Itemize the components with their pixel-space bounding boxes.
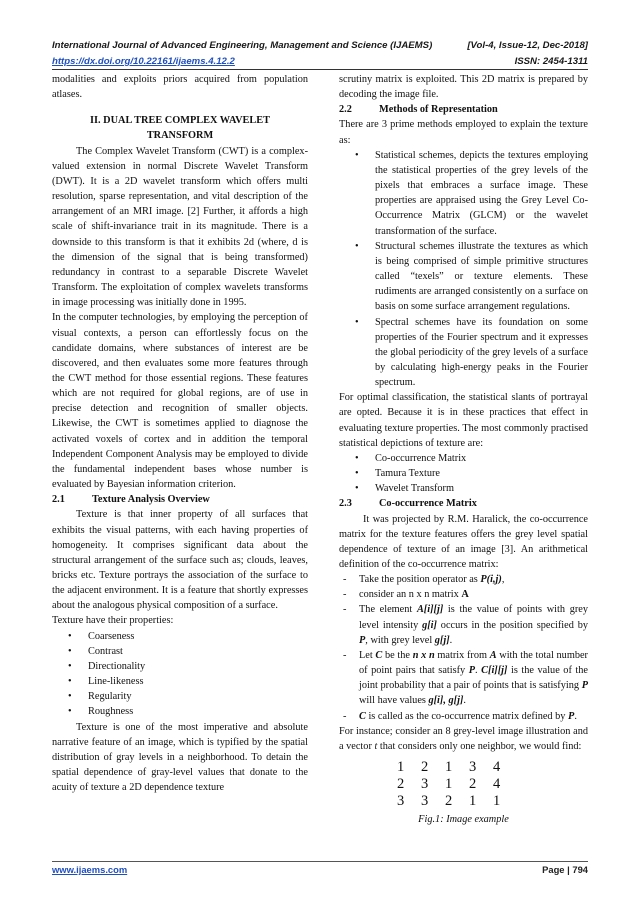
list-item: • Spectral schemes have its foundation on some properties of the Fourier spectrum and it expresses the global periodicity of the grey levels of a surface by calculating high-energy peaks in the Fourier spectrum. <box>339 315 588 391</box>
list-item: • Structural schemes illustrate the textures as which is being comprised of simple primitive structures called “texels” or texture elements. These rudiments are arranged consistently on a surface on basis on some surface arrangement regulations. <box>339 239 588 315</box>
properties-list <box>52 629 308 720</box>
section-2-2-heading: 2.2 Methods of Representation <box>339 104 498 116</box>
list-item: • Directionality <box>52 659 308 674</box>
right-column <box>339 72 588 827</box>
left-column <box>52 72 308 795</box>
journal-title: International Journal of Advanced Engineering, Management and Science (IJAEMS) <box>52 40 433 51</box>
list-item: - C is called as the co-occurrence matrix defined by P. <box>339 709 588 724</box>
list-item: - Take the position operator as P(i,j), <box>339 572 588 587</box>
section-2-3-heading: 2.3 Co-occurrence Matrix <box>339 498 477 510</box>
page-footer <box>52 864 588 875</box>
section-2-title: II. DUAL TREE COMPLEX WAVELET TRANSFORM <box>90 115 270 142</box>
list-item: - The element A[i][j] is the value of points with grey level intensity g[i] occurs in the position specified by P, with grey level g[j]. <box>339 602 588 647</box>
methods-list <box>339 148 588 391</box>
list-item: • Roughness <box>52 704 308 719</box>
definition-steps <box>339 572 588 724</box>
texture-paragraph-2: Texture is one of the most imperative and absolute narrative feature of an image, which is typified by the spatial distribution of gray levels in a neighborhood. To detain the spatial dependence of gray-level values that donate to the acuity of texture a 2D dependence texture <box>52 721 308 794</box>
list-item: • Wavelet Transform <box>339 481 588 496</box>
cwt-paragraph-2: In the computer technologies, by employing the perception of visual contexts, a person can effortlessly focus on the candidate domains, where substances of interest are be discovered, and then evaluates some more features through the CWT method for those essential regions. These features which are not required for global regions, are of use in precise detection and recognition of smaller objects. Likewise, the CWT is sometimes applied to diagnose the activated voxels of cortex and in addition the temporal Independent Component Analysis may be employed to divide the fundamental independent bases whose number is evaluated by Bayesian information criterion. <box>52 312 308 491</box>
journal-header <box>52 40 588 51</box>
cooccurrence-paragraph: It was projected by R.M. Haralick, the co-occurrence matrix for the texture features offers the grey level spatial dependence of texture of an image [3]. An arithmetical definition of the co-occurrence matrix: <box>339 513 588 570</box>
list-item: • Tamura Texture <box>339 466 588 481</box>
footer-rule <box>52 861 588 862</box>
depictions-list <box>339 451 588 496</box>
texture-paragraph: Texture is that inner property of all surfaces that exhibits the visual patterns, with each having properties of homogeneity. It comprises significant data about the structural arrangement of the surface such as; clouds, leaves, bricks etc. Texture portrays the association of the surface to the adjacent environment. It is a feature that shortly expresses about the analogous physical composition of a surface. <box>52 509 308 612</box>
journal-website-link[interactable]: www.ijaems.com <box>52 864 128 875</box>
list-item: • Line-likeness <box>52 674 308 689</box>
matrix-row: 1 2 1 3 4 <box>397 759 501 776</box>
methods-intro: There are 3 prime methods employed to explain the texture as: <box>339 119 588 146</box>
figure-caption: Fig.1: Image example <box>418 814 509 826</box>
doi-link[interactable]: https://dx.doi.org/10.22161/ijaems.4.12.2 <box>52 56 235 67</box>
doi-header <box>52 56 588 67</box>
list-item: • Statistical schemes, depicts the textures employing the statistical properties of the grey levels of the pixels that embraces a surface image. These properties are appraised using the Grey Level Co-Occurrence Matrix (GLCM) or the wavelet transformation of the surface. <box>339 148 588 239</box>
classification-paragraph: For optimal classification, the statistical slants of portrayal are opted. Because it is in these practices that effect in evaluating texture properties. The most commonly practised statistical depictions of texture are: <box>339 392 588 449</box>
list-item: • Coarseness <box>52 629 308 644</box>
intro-text: modalities and exploits priors acquired from population atlases. <box>52 74 308 101</box>
matrix-row: 3 3 2 1 1 <box>397 793 501 810</box>
section-2-1-heading: 2.1 Texture Analysis Overview <box>52 494 210 506</box>
cwt-paragraph: The Complex Wavelet Transform (CWT) is a complex-valued extension in normal Discrete Wavelet Transform (DWT). It is a 2D wavelet transform which offers multi resolution, sparse representation, and vital description of the arrangement of an MRI image. [2] Further, it affords a high scale of shift-invariance trait in its magnitude. There is a downside to this transform is that it exhibits 2d (where, d is the dimension of the signal that is being transformed) redundancy in contrast to a separable Discrete Wavelet Transform. The exploitation of complex wavelets transforms in image processing was initially done in 1995. <box>52 145 308 309</box>
properties-intro: Texture have their properties: <box>52 615 174 627</box>
scrutiny-text: scrutiny matrix is exploited. This 2D matrix is prepared by decoding the image file. <box>339 74 588 101</box>
image-example-matrix <box>397 759 588 810</box>
list-item: • Co-occurrence Matrix <box>339 451 588 466</box>
page-number: Page | 794 <box>542 864 588 875</box>
instance-paragraph: For instance; consider an 8 grey-level image illustration and a vector t that considers only one neighbor, we would find: <box>339 725 588 752</box>
list-item: - Let C be the n x n matrix from A with the total number of point pairs that satisfy P. C[i][j] is the value of the joint probability that a pair of points that is satisfying P will have values g[i], g[j]. <box>339 648 588 709</box>
matrix-row: 2 3 1 2 4 <box>397 776 501 793</box>
list-item: • Regularity <box>52 689 308 704</box>
list-item: • Contrast <box>52 644 308 659</box>
list-item: - consider an n x n matrix A <box>339 587 588 602</box>
header-rule <box>52 69 588 70</box>
journal-volume: [Vol-4, Issue-12, Dec-2018] <box>467 40 588 51</box>
issn: ISSN: 2454-1311 <box>514 56 588 67</box>
